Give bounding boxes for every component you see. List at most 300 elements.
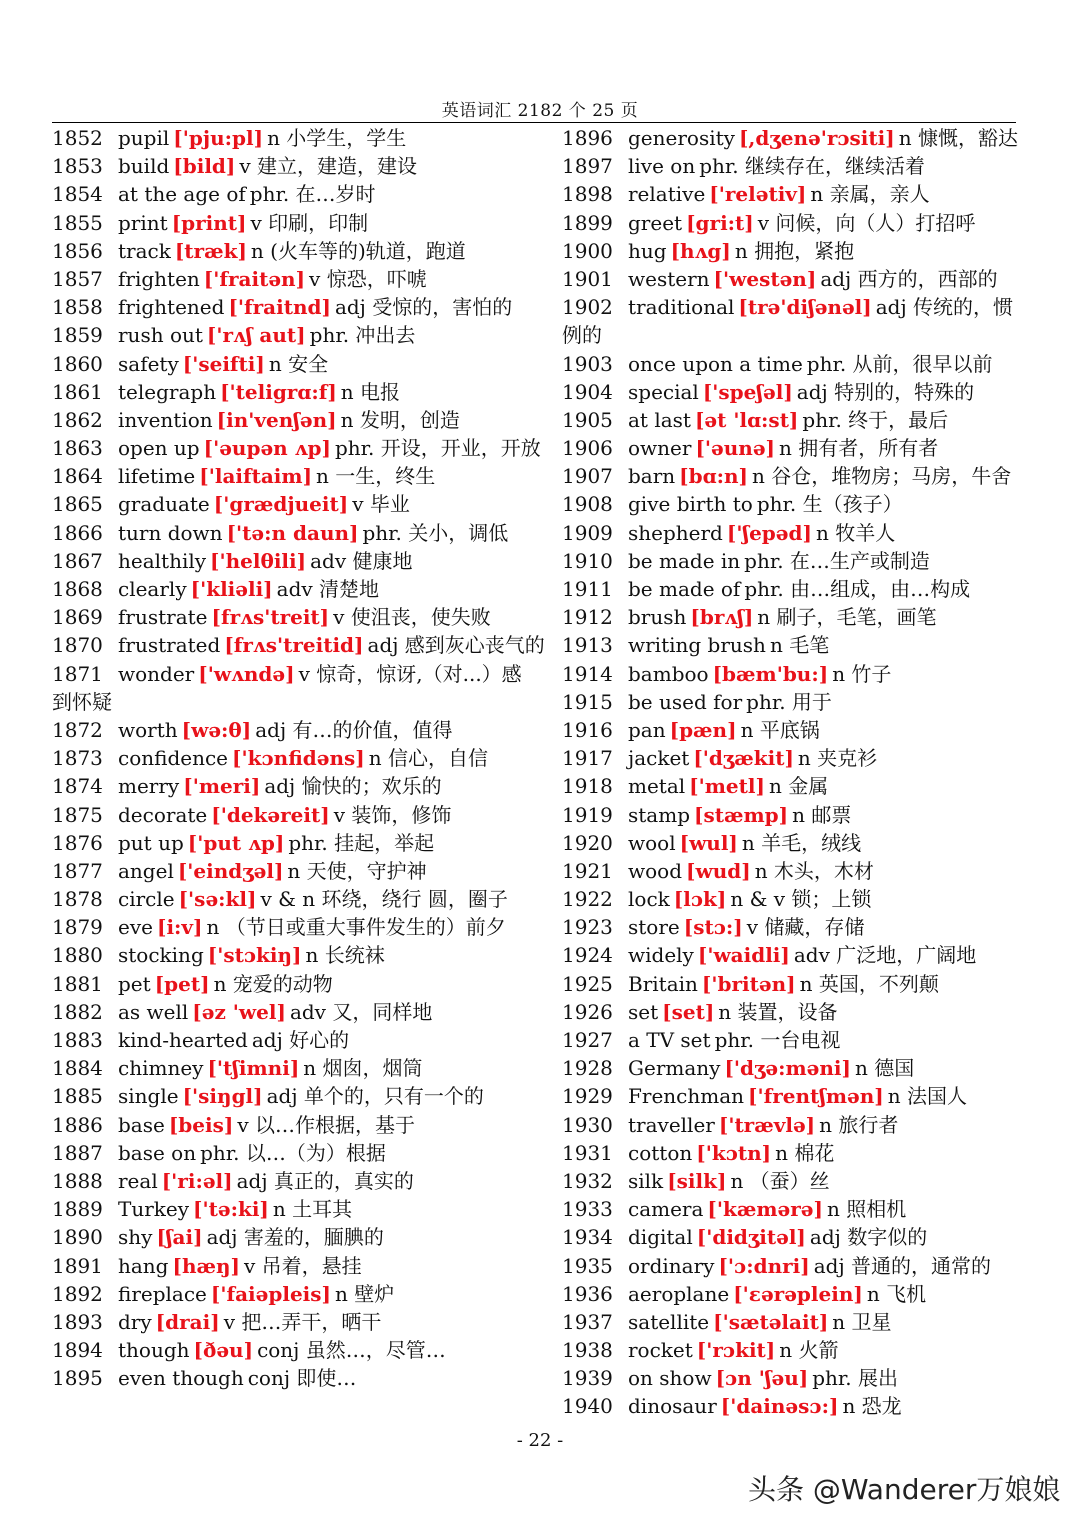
entry-definition: v & n 环绕，绕行 圆，圈子 <box>260 887 508 912</box>
entry-phonetic: ['kɔnfidəns] <box>232 746 365 771</box>
entry-phonetic: [pæn] <box>669 717 737 742</box>
entry-word: wonder <box>118 661 195 686</box>
vocab-entry <box>562 1392 1016 1420</box>
entry-phonetic: [print] <box>171 210 247 235</box>
vocab-entry <box>52 801 522 829</box>
vocab-entry <box>52 631 545 659</box>
entry-number: 1858 <box>52 295 103 320</box>
entry-number: 1892 <box>52 1281 103 1306</box>
entry-number: 1880 <box>52 943 103 968</box>
vocab-entry <box>562 519 1016 547</box>
entry-word: stamp <box>628 802 690 827</box>
vocab-entry <box>52 519 522 547</box>
vocab-entry <box>562 857 1016 885</box>
entry-phonetic: ['ɛərəplein] <box>733 1281 863 1306</box>
vocab-entry <box>52 1082 522 1110</box>
vocab-entry <box>562 1223 1016 1251</box>
entry-word: traveller <box>628 1112 715 1137</box>
vocab-entry <box>52 209 522 237</box>
entry-phonetic: ['frentʃmən] <box>748 1084 884 1109</box>
vocab-entry <box>562 829 1016 857</box>
vocab-entry <box>562 180 1016 208</box>
entry-definition: n 飞机 <box>866 1281 927 1306</box>
vocab-entry <box>52 321 522 349</box>
entry-phonetic: [ɔn 'ʃəu] <box>715 1366 809 1391</box>
entry-number: 1868 <box>52 577 103 601</box>
watermark: 头条 @Wanderer万娘娘 <box>748 1473 1061 1506</box>
entry-number: 1861 <box>52 379 103 404</box>
entry-definition: n 卫星 <box>832 1309 892 1334</box>
entry-word: be made in <box>628 548 741 573</box>
entry-word: frightened <box>118 295 225 320</box>
entry-word: rush out <box>118 323 203 348</box>
vocab-entry <box>562 1364 1016 1392</box>
entry-phonetic: ['fraitən] <box>203 266 306 291</box>
entry-definition: n 旅行者 <box>819 1112 899 1137</box>
vocab-entry <box>52 716 522 744</box>
vocab-entry <box>562 660 1016 688</box>
entry-phonetic: [in'venʃən] <box>216 407 337 432</box>
entry-phonetic: [drai] <box>155 1309 220 1334</box>
entry-number: 1912 <box>562 605 613 630</box>
entry-word: Turkey <box>118 1197 190 1222</box>
entry-word: store <box>628 915 680 940</box>
entry-number: 1924 <box>562 943 613 968</box>
entry-number: 1911 <box>562 577 613 602</box>
entry-definition: n 壁炉 <box>335 1281 395 1306</box>
entry-word: give birth to <box>628 492 753 517</box>
vocab-entry <box>562 1139 1016 1167</box>
entry-phonetic: ['seifti] <box>182 351 265 376</box>
entry-number: 1898 <box>562 182 613 207</box>
entry-number: 1937 <box>562 1309 613 1334</box>
entry-definition: phr. 从前，很早以前 <box>806 351 993 376</box>
entry-number: 1855 <box>52 210 103 235</box>
entry-number: 1852 <box>52 126 103 150</box>
entry-definition: n 慷慨，豁达 <box>898 126 1018 150</box>
entry-definition: adj 传统的，惯例的 <box>562 295 1014 348</box>
vocab-entry <box>52 1054 522 1082</box>
vocab-entry <box>52 575 522 603</box>
entry-word: cotton <box>628 1140 693 1165</box>
entry-word: brush <box>628 605 687 630</box>
entry-word: though <box>118 1338 190 1363</box>
entry-number: 1888 <box>52 1168 103 1193</box>
entry-number: 1886 <box>52 1112 103 1137</box>
entry-number: 1872 <box>52 717 103 742</box>
entry-definition: phr. 继续存在，继续活着 <box>699 154 925 179</box>
entry-number: 1934 <box>562 1225 613 1250</box>
entry-definition: n (火车等的)轨道，跑道 <box>250 238 466 263</box>
entry-phonetic: ['əupən ʌp] <box>203 436 331 461</box>
entry-definition: v 储藏，存储 <box>746 915 865 940</box>
vocab-entry <box>52 857 522 885</box>
entry-phonetic: [gri:t] <box>686 210 754 235</box>
entry-definition: adj 感到灰心丧气的 <box>367 633 545 658</box>
vocab-entry <box>562 1336 1016 1364</box>
entry-phonetic: ['ʃepəd] <box>726 520 812 545</box>
entry-word: hug <box>628 238 667 263</box>
entry-phonetic: ['wʌndə] <box>198 661 295 686</box>
vocab-entry <box>562 1195 1016 1223</box>
entry-definition: adj 普通的，通常的 <box>813 1253 992 1278</box>
entry-number: 1893 <box>52 1309 103 1334</box>
entry-number: 1931 <box>562 1140 613 1165</box>
entry-definition: n 竹子 <box>832 661 892 686</box>
entry-number: 1871 <box>52 661 103 686</box>
entry-word: wool <box>628 830 676 855</box>
vocab-entry <box>52 1139 522 1167</box>
entry-phonetic: [i:v] <box>156 915 203 940</box>
entry-definition: adj 真正的，真实的 <box>236 1168 414 1193</box>
vocab-entry <box>52 660 522 716</box>
entry-number: 1870 <box>52 633 103 658</box>
entry-definition: phr. 关小，调低 <box>362 520 509 545</box>
entry-word: set <box>628 999 659 1024</box>
vocab-entry <box>52 772 522 800</box>
entry-phonetic: [silk] <box>667 1168 727 1193</box>
entry-definition: conj 虽然…，尽管… <box>257 1338 446 1363</box>
entry-definition: n （节日或重大事件发生的）前夕 <box>206 915 506 940</box>
entry-word: worth <box>118 717 178 742</box>
entry-word: lock <box>628 887 670 912</box>
entry-definition: n 发明，创造 <box>340 407 460 432</box>
vocab-entry <box>52 350 522 378</box>
entry-number: 1862 <box>52 407 103 432</box>
entry-phonetic: ['sætəlait] <box>713 1309 829 1334</box>
entry-number: 1869 <box>52 605 103 630</box>
vocab-entry <box>52 1280 522 1308</box>
entry-word: bamboo <box>628 661 709 686</box>
entry-number: 1932 <box>562 1168 613 1193</box>
entry-word: pan <box>628 717 666 742</box>
entry-word: writing brush <box>628 633 766 658</box>
entry-word: base on <box>118 1140 197 1165</box>
entry-phonetic: [ət 'lɑ:st] <box>694 407 799 432</box>
vocab-entry <box>562 1308 1016 1336</box>
entry-definition: n 亲属，亲人 <box>810 182 930 207</box>
vocab-entry <box>52 1336 522 1364</box>
entry-definition: n 土耳其 <box>272 1197 353 1222</box>
entry-number: 1896 <box>562 126 613 150</box>
vocab-entry <box>52 1252 522 1280</box>
vocab-entry <box>52 1026 522 1054</box>
entry-definition: adv 健康地 <box>310 548 413 573</box>
vocab-entry <box>562 1054 1016 1082</box>
vocab-entry <box>52 829 522 857</box>
vocab-entry <box>52 462 522 490</box>
entry-number: 1879 <box>52 915 103 940</box>
entry-phonetic: ['sə:kl] <box>178 887 257 912</box>
entry-definition: conj 即使… <box>247 1366 357 1391</box>
entry-number: 1928 <box>562 1056 613 1081</box>
entry-word: silk <box>628 1168 664 1193</box>
entry-number: 1904 <box>562 379 613 404</box>
entry-definition: n & v 锁；上锁 <box>730 887 872 912</box>
entry-definition: v 使沮丧，使失败 <box>333 605 491 630</box>
vocab-entry <box>562 547 1016 575</box>
entry-phonetic: [wud] <box>686 858 751 883</box>
entry-number: 1940 <box>562 1394 613 1419</box>
entry-word: wood <box>628 858 683 883</box>
entry-word: real <box>118 1168 158 1193</box>
entry-phonetic: ['dʒə:məni] <box>724 1056 851 1081</box>
vocab-entry <box>562 350 1016 378</box>
entry-definition: n 英国，不列颠 <box>799 971 939 996</box>
entry-word: metal <box>628 774 686 799</box>
vocab-entry <box>52 998 522 1026</box>
entry-number: 1926 <box>562 999 613 1024</box>
entry-phonetic: ['dekəreit] <box>211 802 330 827</box>
entry-definition: adv 广泛地，广阔地 <box>793 943 977 968</box>
entry-word: safety <box>118 351 179 376</box>
entry-word: rocket <box>628 1338 693 1363</box>
entry-word: at last <box>628 407 691 432</box>
entry-definition: n 牧羊人 <box>815 520 896 545</box>
entry-phonetic: [,dʒenə'rɔsiti] <box>738 126 895 150</box>
entry-word: put up <box>118 830 184 855</box>
entry-definition: v 装饰，修饰 <box>333 802 452 827</box>
entry-phonetic: ['ri:əl] <box>161 1168 233 1193</box>
vocab-entry <box>52 124 522 152</box>
entry-phonetic: [træk] <box>174 238 247 263</box>
entry-word: print <box>118 210 168 235</box>
entry-word: widely <box>628 943 694 968</box>
vocab-entry <box>562 772 1016 800</box>
entry-word: hang <box>118 1253 169 1278</box>
entry-phonetic: ['stɔkiŋ] <box>207 943 302 968</box>
vocab-entry <box>562 237 1016 265</box>
entry-phonetic: ['pju:pl] <box>173 126 264 150</box>
entry-word: special <box>628 379 699 404</box>
vocab-entry <box>52 1111 522 1139</box>
entry-word: healthily <box>118 548 207 573</box>
entry-word: be used for <box>628 689 743 714</box>
entry-phonetic: ['metl] <box>689 774 765 799</box>
entry-phonetic: [set] <box>662 999 715 1024</box>
entry-phonetic: ['trævlə] <box>718 1112 816 1137</box>
vocab-entry <box>52 1167 522 1195</box>
vocab-entry <box>52 1308 522 1336</box>
entry-word: generosity <box>628 126 735 150</box>
entry-number: 1914 <box>562 661 613 686</box>
entry-number: 1901 <box>562 266 613 291</box>
vocab-entry <box>562 688 1016 716</box>
entry-definition: v 惊奇，惊讶,（对...）感到怀疑 <box>52 661 522 714</box>
entry-word: as well <box>118 999 189 1024</box>
entry-number: 1909 <box>562 520 613 545</box>
entry-phonetic: ['rɔkit] <box>696 1338 776 1363</box>
entry-word: barn <box>628 464 676 489</box>
entry-definition: v 吊着，悬挂 <box>244 1253 362 1278</box>
entry-number: 1935 <box>562 1253 613 1278</box>
vocab-entry <box>562 941 1016 969</box>
entry-phonetic: ['dʒækit] <box>693 746 794 771</box>
entry-word: frustrate <box>118 605 208 630</box>
entry-number: 1873 <box>52 746 103 771</box>
entry-number: 1863 <box>52 436 103 461</box>
entry-definition: v 建立，建造，建设 <box>239 154 418 179</box>
entry-number: 1906 <box>562 436 613 461</box>
vocab-entry <box>562 124 1016 152</box>
right-column <box>562 124 1016 1421</box>
entry-number: 1854 <box>52 182 103 207</box>
entry-number: 1884 <box>52 1056 103 1081</box>
entry-number: 1876 <box>52 830 103 855</box>
entry-definition: v 问候，向（人）打招呼 <box>757 210 976 235</box>
entry-number: 1894 <box>52 1338 103 1363</box>
entry-word: owner <box>628 436 692 461</box>
vocab-entry <box>562 378 1016 406</box>
entry-definition: n 谷仓，堆物房；马房，牛舍 <box>752 464 1012 489</box>
entry-number: 1897 <box>562 154 613 179</box>
entry-word: shy <box>118 1225 153 1250</box>
entry-phonetic: ['faiəpleis] <box>210 1281 332 1306</box>
entry-number: 1890 <box>52 1225 103 1250</box>
vocab-entry <box>562 1280 1016 1308</box>
entry-definition: n 金属 <box>768 774 829 799</box>
entry-definition: n 拥抱，紧抱 <box>734 238 855 263</box>
entry-definition: phr. 挂起，举起 <box>288 830 435 855</box>
entry-number: 1938 <box>562 1338 613 1363</box>
entry-definition: n 邮票 <box>792 802 852 827</box>
entry-phonetic: ['helθili] <box>210 548 307 573</box>
entry-definition: v 毕业 <box>352 492 410 517</box>
entry-phonetic: ['meri] <box>183 774 261 799</box>
entry-number: 1874 <box>52 774 103 799</box>
entry-word: stocking <box>118 943 204 968</box>
vocab-entry <box>52 1195 522 1223</box>
entry-definition: phr. 开设，开业，开放 <box>334 436 541 461</box>
entry-word: traditional <box>628 295 735 320</box>
entry-number: 1933 <box>562 1197 613 1222</box>
entry-definition: v 以…作根据，基于 <box>237 1112 415 1137</box>
entry-word: kind-hearted <box>118 1028 248 1053</box>
entry-definition: adj 害羞的，腼腆的 <box>206 1225 384 1250</box>
entry-phonetic: ['kæmərə] <box>707 1197 823 1222</box>
vocab-entry <box>52 970 522 998</box>
entry-phonetic: [stæmp] <box>694 802 789 827</box>
entry-word: telegraph <box>118 379 217 404</box>
entry-word: shepherd <box>628 520 723 545</box>
vocab-entry <box>52 744 522 772</box>
entry-word: frustrated <box>118 633 221 658</box>
entry-word: a TV set <box>628 1028 711 1053</box>
vocab-entry <box>52 293 522 321</box>
entry-number: 1866 <box>52 520 103 545</box>
entry-number: 1867 <box>52 548 103 573</box>
entry-number: 1902 <box>562 295 613 320</box>
entry-definition: phr. 由…组成，由…构成 <box>744 577 971 602</box>
entry-definition: n 一生，终生 <box>316 464 436 489</box>
vocab-entry <box>562 575 1016 603</box>
vocab-entry <box>562 152 1016 180</box>
entry-number: 1864 <box>52 464 103 489</box>
entry-phonetic: ['tʃimni] <box>207 1056 300 1081</box>
entry-phonetic: ['ɔ:dnri] <box>718 1253 810 1278</box>
entry-phonetic: [brʌʃ] <box>690 605 754 630</box>
entry-word: lifetime <box>118 464 196 489</box>
entry-definition: adj 西方的，西部的 <box>820 266 998 291</box>
entry-phonetic: ['didʒitəl] <box>696 1225 806 1250</box>
entry-number: 1915 <box>562 689 613 714</box>
entry-phonetic: [wə:θ] <box>181 717 252 742</box>
entry-definition: n （蚕）丝 <box>730 1168 830 1193</box>
entry-number: 1916 <box>562 717 613 742</box>
vocab-entry <box>52 434 541 462</box>
entry-word: ordinary <box>628 1253 715 1278</box>
entry-number: 1857 <box>52 266 103 291</box>
entry-word: even though <box>118 1366 244 1391</box>
entry-word: merry <box>118 774 180 799</box>
entry-number: 1859 <box>52 323 103 348</box>
entry-number: 1883 <box>52 1028 103 1053</box>
entry-phonetic: [hʌg] <box>670 238 731 263</box>
entry-number: 1882 <box>52 999 103 1024</box>
vocab-entry <box>52 406 522 434</box>
entry-definition: n 德国 <box>854 1056 915 1081</box>
entry-phonetic: ['relətiv] <box>709 182 807 207</box>
entry-definition: n 法国人 <box>887 1084 968 1109</box>
entry-number: 1929 <box>562 1084 613 1109</box>
entry-phonetic: ['westən] <box>713 266 817 291</box>
entry-definition: phr. 以…（为）根据 <box>200 1140 386 1165</box>
entry-definition: v 印刷，印制 <box>250 210 369 235</box>
entry-number: 1905 <box>562 407 613 432</box>
vocab-entry <box>52 941 522 969</box>
entry-number: 1936 <box>562 1281 613 1306</box>
vocab-entry <box>562 209 1016 237</box>
vocab-entry <box>562 885 1016 913</box>
entry-phonetic: [trə'diʃənəl] <box>738 295 872 320</box>
entry-definition: phr. 在…生产或制造 <box>744 548 930 573</box>
entry-phonetic: [frʌs'treit] <box>211 605 330 630</box>
vocab-entry <box>52 237 522 265</box>
entry-definition: n 小学生，学生 <box>267 126 407 150</box>
entry-definition: adj 好心的 <box>251 1028 350 1053</box>
entry-word: circle <box>118 887 175 912</box>
entry-word: base <box>118 1112 165 1137</box>
entry-number: 1856 <box>52 238 103 263</box>
entry-phonetic: ['siŋgl] <box>182 1084 263 1109</box>
entry-definition: phr. 生（孩子） <box>756 492 903 517</box>
entry-definition: n 拥有者，所有者 <box>779 436 939 461</box>
entry-phonetic: ['speʃəl] <box>702 379 793 404</box>
entry-phonetic: ['fraitnd] <box>228 295 331 320</box>
vocab-entry <box>562 631 1016 659</box>
entry-phonetic: [bɑ:n] <box>679 464 748 489</box>
vocab-entry <box>52 1223 522 1251</box>
entry-phonetic: [pet] <box>154 971 210 996</box>
entry-number: 1913 <box>562 633 613 658</box>
entry-definition: n 羊毛，绒线 <box>741 830 862 855</box>
left-column <box>52 124 545 1392</box>
entry-word: build <box>118 154 170 179</box>
entry-word: decorate <box>118 802 208 827</box>
vocab-entry <box>562 716 1016 744</box>
vocab-entry <box>52 1364 522 1392</box>
entry-number: 1920 <box>562 830 613 855</box>
entry-phonetic: ['eindʒəl] <box>177 858 284 883</box>
vocab-entry <box>562 490 1016 518</box>
vocab-entry <box>562 603 1016 631</box>
vocab-entry <box>52 490 522 518</box>
entry-word: clearly <box>118 577 187 601</box>
entry-definition: n 平底锅 <box>740 717 820 742</box>
entry-number: 1907 <box>562 464 613 489</box>
vocab-entry <box>52 547 522 575</box>
entry-definition: phr. 终于，最后 <box>802 407 949 432</box>
